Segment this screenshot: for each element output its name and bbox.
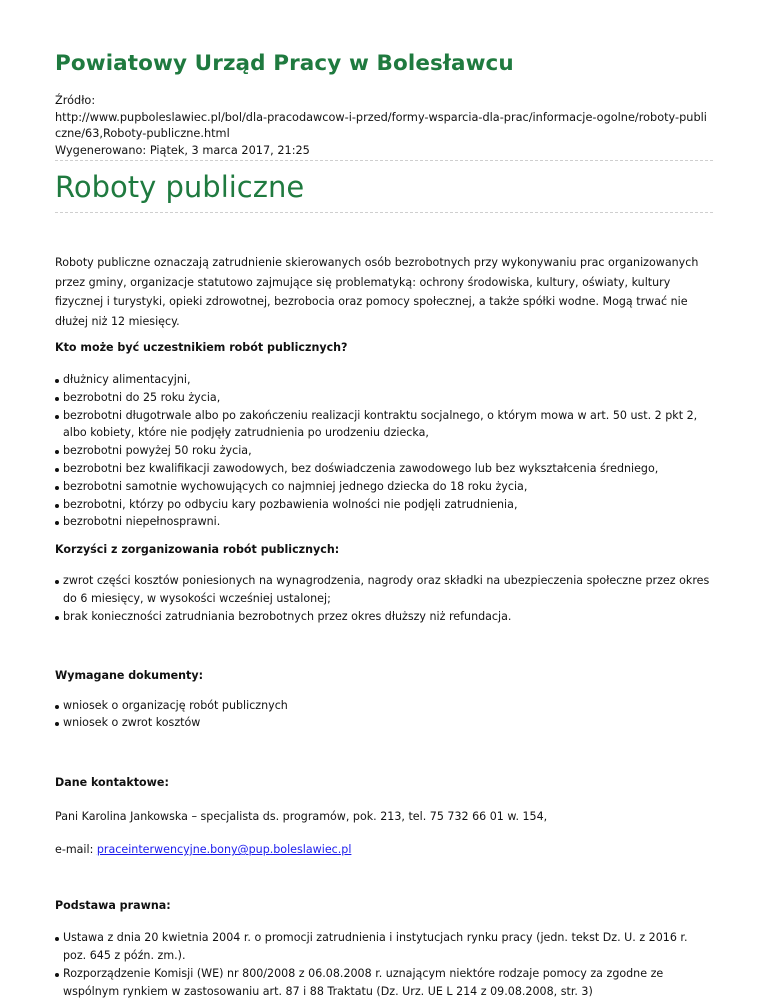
legal-basis-heading: Podstawa prawna: (55, 899, 171, 913)
benefits-list (55, 572, 713, 625)
list-item: bezrobotni długotrwale albo po zakończeniu realizacji kontraktu socjalnego, o którym mowa w art. 50 ust. 2 pkt 2, albo kobiety, które nie podjęły zatrudnienia po urodzeniu dziecka, (55, 407, 713, 443)
intro-paragraph: Roboty publiczne oznaczają zatrudnienie skierowanych osób bezrobotnych przy wykonywaniu prac organizowanych przez gminy, organizacje statutowo zajmujące się problematyką: ochrony środowiska, kultury, oświaty, kultury fizycznej i turystyki, opieki zdrowotnej, bezrobocia oraz pomocy społecznej, a także spółki wodne. Mogą trwać nie dłużej niż 12 miesięcy. (55, 256, 699, 328)
who-list (55, 371, 713, 531)
page-title: Roboty publiczne (55, 170, 305, 204)
organization-title: Powiatowy Urząd Pracy w Bolesławcu (55, 51, 514, 76)
list-item: bezrobotni powyżej 50 roku życia, (55, 442, 713, 460)
contact-heading: Dane kontaktowe: (55, 776, 169, 790)
list-item: bezrobotni do 25 roku życia, (55, 389, 713, 407)
benefits-heading: Korzyści z zorganizowania robót publicznych: (55, 543, 340, 557)
source-info (55, 93, 713, 159)
list-item: Ustawa z dnia 20 kwietnia 2004 r. o promocji zatrudnienia i instytucjach rynku pracy (jedn. tekst Dz. U. z 2016 r. poz. 645 z późn. zm.). (55, 929, 713, 965)
divider-title (55, 212, 713, 213)
list-item: zwrot części kosztów poniesionych na wynagrodzenia, nagrody oraz składki na ubezpieczenia społeczne przez okres do 6 miesięcy, w wysokości wcześniej ustalonej; (55, 572, 713, 608)
list-item: brak konieczności zatrudniania bezrobotnych przez okres dłuższy niż refundacja. (55, 608, 713, 626)
list-item: wniosek o organizację robót publicznych (55, 697, 713, 715)
legal-basis-list (55, 929, 713, 1000)
list-item: bezrobotni, którzy po odbyciu kary pozbawienia wolności nie podjęli zatrudnienia, (55, 496, 713, 514)
list-item: Rozporządzenie Komisji (WE) nr 800/2008 z 06.08.2008 r. uznającym niektóre rodzaje pomocy za zgodne ze wspólnym rynkiem w zastosowaniu art. 87 i 88 Traktatu (Dz. Urz. UE L 214 z 09.08.2008, str. 3) (55, 965, 713, 1000)
documents-list (55, 697, 713, 733)
list-item: bezrobotni bez kwalifikacji zawodowych, bez doświadczenia zawodowego lub bez wykształcenia średniego, (55, 460, 713, 478)
source-label: Źródło: (55, 94, 96, 107)
email-link[interactable]: praceinterwencyjne.bony@pup.boleslawiec.pl (96, 843, 352, 857)
list-item: bezrobotni samotnie wychowujących co najmniej jednego dziecka do 18 roku życia, (55, 478, 713, 496)
contact-person: Pani Karolina Jankowska – specjalista ds. programów, pok. 213, tel. 75 732 66 01 w. 154, (55, 810, 548, 824)
contact-email-line (55, 843, 713, 856)
list-item: wniosek o zwrot kosztów (55, 714, 713, 732)
who-heading: Kto może być uczestnikiem robót publicznych? (55, 341, 348, 354)
list-item: bezrobotni niepełnosprawni. (55, 513, 713, 531)
source-url: http://www.pupboleslawiec.pl/bol/dla-pracodawcow-i-przed/formy-wsparcia-dla-prac/informacje-ogolne/roboty-publiczne/63,Roboty-publiczne.html (55, 110, 707, 140)
email-label: e-mail: (55, 843, 97, 857)
documents-heading: Wymagane dokumenty: (55, 668, 204, 682)
generated-date: Wygenerowano: Piątek, 3 marca 2017, 21:25 (55, 143, 310, 157)
list-item: dłużnicy alimentacyjni, (55, 371, 713, 389)
